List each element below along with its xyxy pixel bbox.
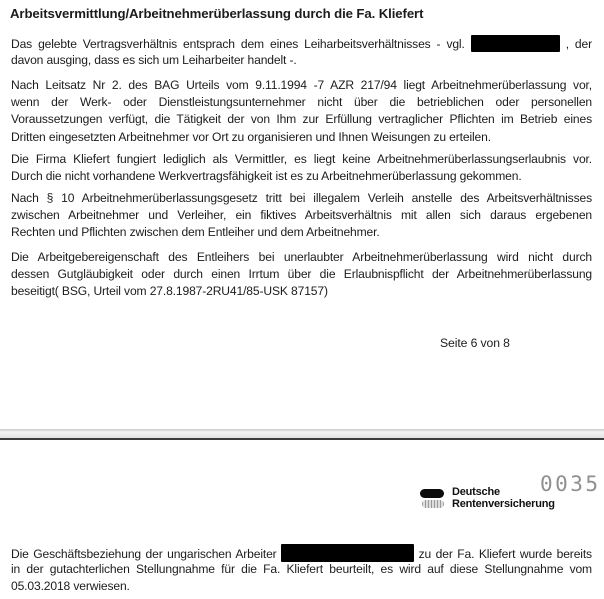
paragraph bbox=[11, 249, 592, 301]
text-segment: dessen Gutgläubigkeit oder durch einen Irrtum über die Erlaubnispflicht der Arbeitnehmerüberlassung bbox=[11, 267, 592, 282]
text-segment: wenn der Werk- oder Dienstleistungsunternehmer nicht über die betrieblichen oder personellen bbox=[11, 95, 592, 110]
text-segment: Nach Leitsatz Nr 2. des BAG Urteils vom 9.11.1994 -7 AZR 217/94 liegt Arbeitnehmerüberlassung vor, bbox=[11, 78, 592, 92]
text-segment: Die Firma Kliefert fungiert lediglich als Vermittler, es liegt keine Arbeitnehmerüberlassungserlaubnis vor. bbox=[11, 152, 592, 166]
text-segment: zwischen Arbeitnehmer und Verleiher, ein fiktives Arbeitsverhältnis mit allen sich daraus ergebenen bbox=[11, 208, 592, 223]
text-segment: Die Arbeitgebereigenschaft des Entleihers bei unerlaubter Arbeitnehmerüberlassung wird nicht durch bbox=[11, 250, 592, 264]
text-line bbox=[11, 52, 592, 69]
text-line bbox=[11, 578, 592, 595]
text-line bbox=[11, 283, 592, 300]
text-segment: Voraussetzungen verfügt, die Tätigkeit der von Ihm zur Erfüllung vertraglicher Pflichten im Betrieb eines bbox=[11, 112, 592, 127]
text-line bbox=[11, 151, 592, 168]
text-segment: Dritten eingesetzten Arbeitnehmer vor Ort zu organisieren und Ihnen Weisungen zu erteilen. bbox=[11, 129, 491, 144]
text-line bbox=[11, 168, 592, 185]
text-line bbox=[11, 129, 592, 146]
text-line bbox=[11, 266, 592, 283]
drv-logo-solid-bar bbox=[420, 489, 444, 498]
paragraph bbox=[11, 35, 592, 69]
text-segment: , der bbox=[565, 37, 592, 51]
text-segment: Die Geschäftsbeziehung der ungarischen Arbeiter bbox=[11, 547, 277, 561]
text-line bbox=[11, 561, 592, 578]
text-line bbox=[11, 77, 592, 94]
document-title: Arbeitsvermittlung/Arbeitnehmerüberlassung durch die Fa. Kliefert bbox=[10, 6, 424, 21]
paragraph bbox=[11, 190, 592, 242]
text-segment: Nach § 10 Arbeitnehmerüberlassungsgesetz tritt bei illegalem Verleih anstelle des Arbeitsverhältnisses bbox=[11, 191, 592, 205]
page-stamp-number: 0035 bbox=[540, 472, 601, 496]
text-line bbox=[11, 35, 592, 52]
text-line bbox=[11, 249, 592, 266]
page-number-label: Seite 6 von 8 bbox=[440, 336, 510, 350]
text-segment: Das gelebte Vertragsverhältnis entsprach dem eines Leiharbeitsverhältnisses - vgl. bbox=[11, 37, 465, 51]
text-segment: 05.03.2018 verwiesen. bbox=[11, 579, 130, 594]
deutsche-rentenversicherung-logo bbox=[420, 487, 555, 510]
drv-logo-hatched-bar bbox=[422, 500, 444, 508]
redaction-box bbox=[471, 35, 560, 52]
text-segment: beseitigt( BSG, Urteil vom 27.8.1987-2RU41/85-USK 87157) bbox=[11, 284, 328, 299]
text-line bbox=[11, 94, 592, 111]
text-line bbox=[11, 224, 592, 241]
drv-logo-icon bbox=[420, 487, 444, 508]
drv-logo-text bbox=[452, 487, 555, 510]
scan-seam-divider bbox=[0, 429, 604, 440]
text-line bbox=[11, 207, 592, 224]
text-line bbox=[11, 111, 592, 128]
text-segment: davon ausging, dass es sich um Leiharbeiter handelt -. bbox=[11, 53, 297, 68]
text-line bbox=[11, 190, 592, 207]
paragraph bbox=[11, 77, 592, 146]
paragraph bbox=[11, 544, 592, 596]
text-line bbox=[11, 544, 592, 561]
redaction-box bbox=[281, 544, 414, 562]
drv-logo-text-line2: Rentenversicherung bbox=[452, 497, 555, 510]
text-segment: Durch die nicht vorhandene Werkvertragsfähigkeit ist es zu Arbeitnehmerüberlassung gekommen. bbox=[11, 169, 522, 184]
paragraph bbox=[11, 151, 592, 185]
text-segment: zu der Fa. Kliefert wurde bereits bbox=[418, 547, 592, 561]
text-segment: in der gutachterlichen Stellungnahme für die Fa. Kliefert beurteilt, es wird auf diese Stellungnahme vom bbox=[11, 562, 592, 577]
drv-logo-text-line1: Deutsche bbox=[452, 486, 500, 498]
text-segment: Rechten und Pflichten zwischen dem Entleiher und dem Arbeitnehmer. bbox=[11, 225, 380, 240]
